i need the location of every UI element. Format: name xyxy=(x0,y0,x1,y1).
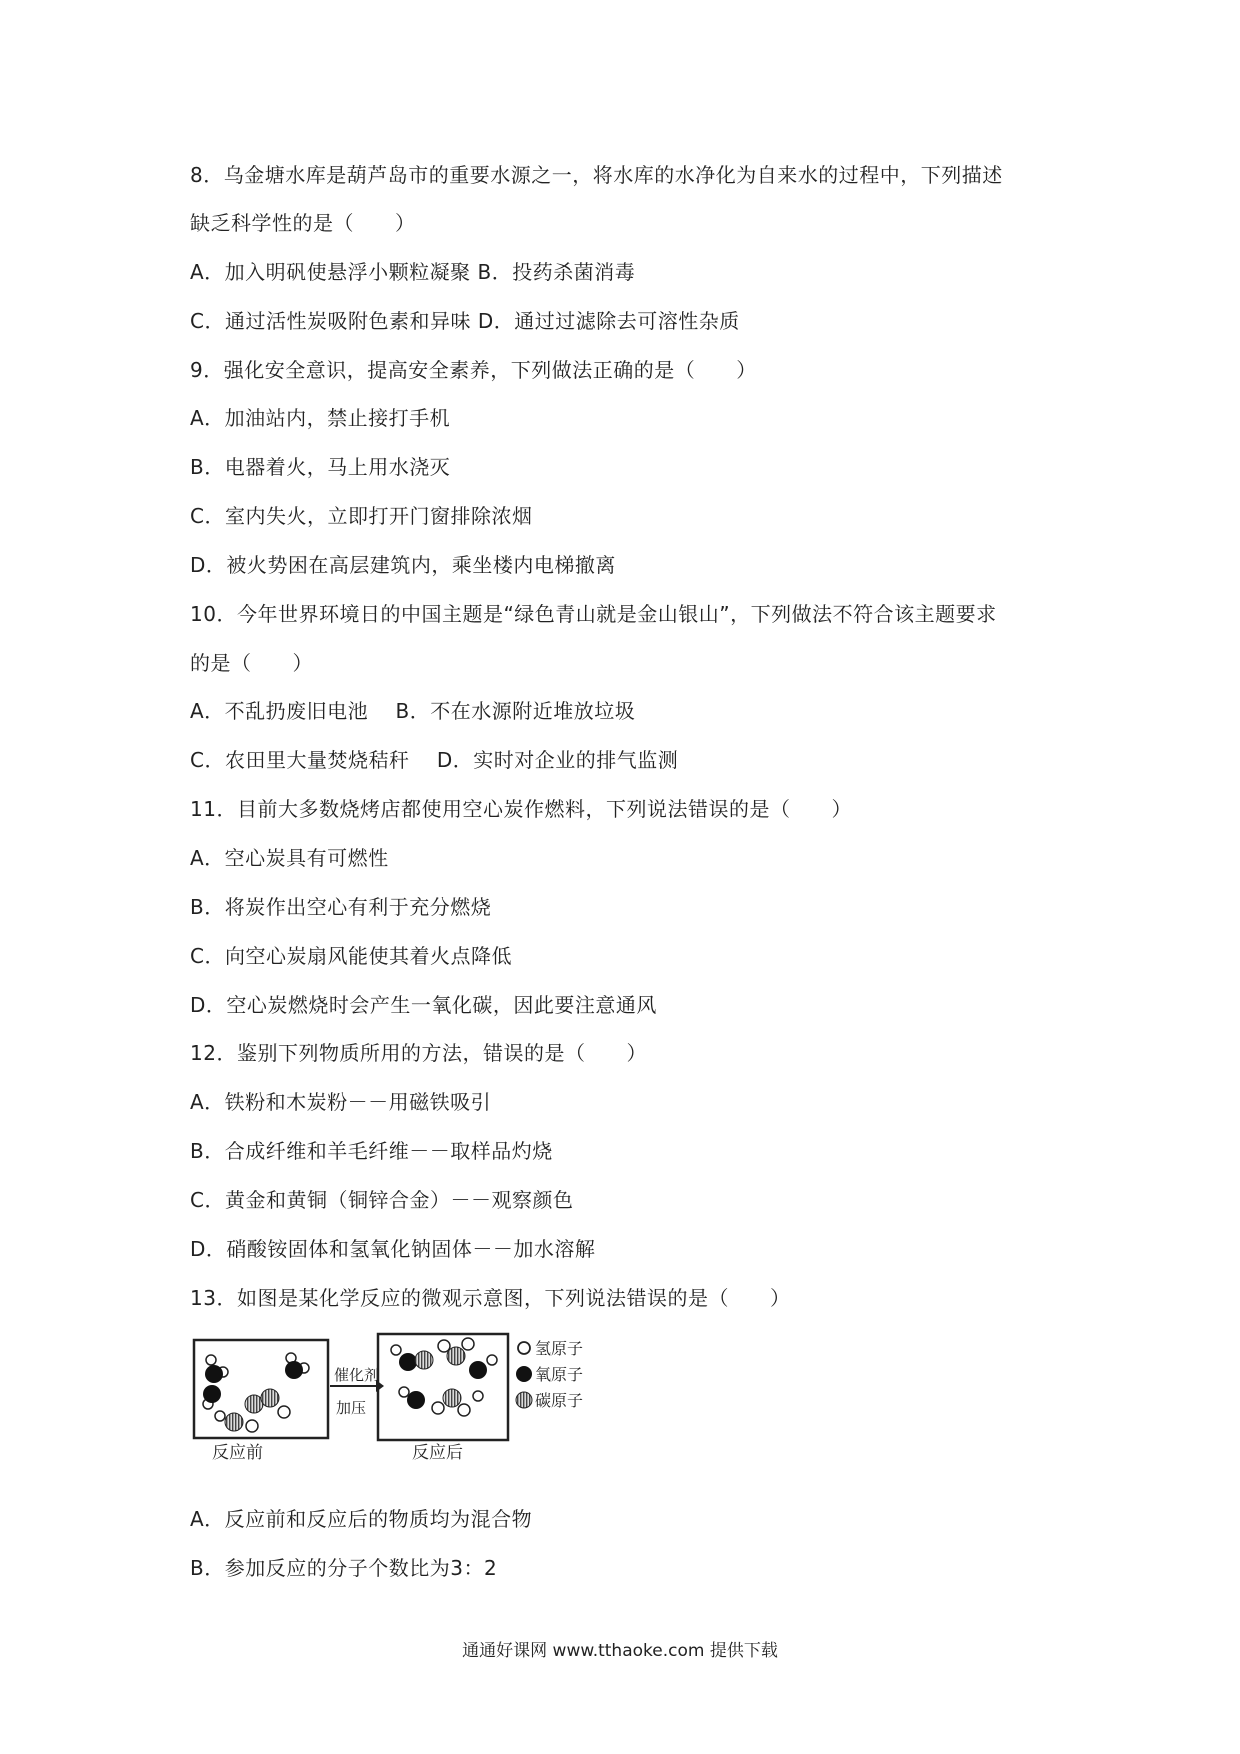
q12-stem: 12．鉴别下列物质所用的方法，错误的是（ ） xyxy=(190,1041,647,1065)
q12-option-a: A．铁粉和木炭粉－－用磁铁吸引 xyxy=(190,1090,492,1114)
hydrogen-atom-icon xyxy=(518,1342,530,1354)
molecule-product xyxy=(438,1338,497,1379)
q9-stem: 9．强化安全意识，提高安全素养，下列做法正确的是（ ） xyxy=(190,358,757,382)
q10-stem-line2: 的是（ ） xyxy=(190,651,313,675)
oxygen-atom-icon xyxy=(516,1366,532,1382)
legend-carbon xyxy=(516,1391,583,1410)
q8-stem-line1: 8．乌金塘水库是葫芦岛市的重要水源之一，将水库的水净化为自来水的过程中，下列描述 xyxy=(190,163,1003,187)
molecule-h2o xyxy=(203,1385,225,1421)
q10-options-line2: C．农田里大量焚烧秸秆 D．实时对企业的排气监测 xyxy=(190,748,679,772)
q10-stem-line1: 10．今年世界环境日的中国主题是“绿色青山就是金山银山”，下列做法不符合该主题要求 xyxy=(190,602,997,626)
legend-hydrogen-label: 氢原子 xyxy=(535,1339,584,1358)
q11-option-d: D．空心炭燃烧时会产生一氧化碳，因此要注意通风 xyxy=(190,993,657,1017)
q11-option-a: A．空心炭具有可燃性 xyxy=(190,846,389,870)
molecule-h2o xyxy=(285,1353,309,1379)
reaction-microscopic-diagram xyxy=(190,1322,610,1462)
molecule-h2o xyxy=(205,1355,228,1383)
catalyst-label: 催化剂 xyxy=(334,1366,380,1384)
molecule-product xyxy=(391,1345,433,1371)
q9-option-b: B．电器着火，马上用水浇灭 xyxy=(190,455,451,479)
legend-hydrogen xyxy=(518,1339,583,1358)
q13-option-a: A．反应前和反应后的物质均为混合物 xyxy=(190,1507,533,1531)
legend-carbon-label: 碳原子 xyxy=(535,1391,584,1410)
q12-option-c: C．黄金和黄铜（铜锌合金）－－观察颜色 xyxy=(190,1188,574,1212)
legend-oxygen-label: 氧原子 xyxy=(535,1365,584,1384)
q9-option-a: A．加油站内，禁止接打手机 xyxy=(190,406,451,430)
q12-option-d: D．硝酸铵固体和氢氧化钠固体－－加水溶解 xyxy=(190,1237,596,1261)
q11-stem: 11．目前大多数烧烤店都使用空心炭作燃料，下列说法错误的是（ ） xyxy=(190,797,852,821)
molecule-h2o xyxy=(399,1387,425,1409)
q13-stem: 13．如图是某化学反应的微观示意图，下列说法错误的是（ ） xyxy=(190,1286,791,1310)
before-label: 反应前 xyxy=(212,1443,263,1462)
q9-option-c: C．室内失火，立即打开门窗排除浓烟 xyxy=(190,504,533,528)
q11-option-b: B．将炭作出空心有利于充分燃烧 xyxy=(190,895,492,919)
molecule-product xyxy=(432,1389,483,1416)
carbon-atom-icon xyxy=(516,1392,532,1408)
after-label: 反应后 xyxy=(412,1443,463,1462)
q8-options-line1: A．加入明矾使悬浮小颗粒凝聚 B．投药杀菌消毒 xyxy=(190,260,636,284)
molecule-carbon xyxy=(225,1413,258,1432)
page-footer: 通通好课网 www.tthaoke.com 提供下载 xyxy=(462,1641,778,1661)
q9-option-d: D．被火势困在高层建筑内，乘坐楼内电梯撤离 xyxy=(190,553,616,577)
q8-stem-line2: 缺乏科学性的是（ ） xyxy=(190,211,416,235)
legend-oxygen xyxy=(516,1365,583,1384)
q10-options-line1: A．不乱扔废旧电池 B．不在水源附近堆放垃圾 xyxy=(190,699,636,723)
q12-option-b: B．合成纤维和羊毛纤维－－取样品灼烧 xyxy=(190,1139,553,1163)
q8-options-line2: C．通过活性炭吸附色素和异味 D．通过过滤除去可溶性杂质 xyxy=(190,309,740,333)
molecule-co2 xyxy=(245,1389,290,1418)
q11-option-c: C．向空心炭扇风能使其着火点降低 xyxy=(190,944,512,968)
q13-option-b: B．参加反应的分子个数比为3：2 xyxy=(190,1556,498,1580)
pressure-label: 加压 xyxy=(336,1399,367,1417)
